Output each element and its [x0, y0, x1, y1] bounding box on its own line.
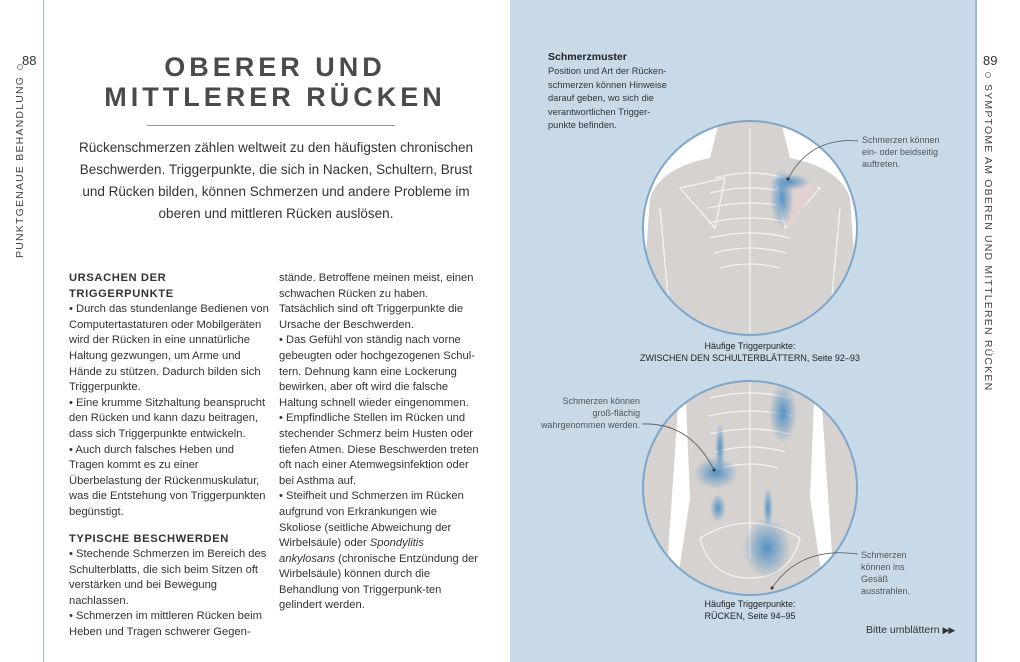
bullet [279, 489, 479, 614]
caption-reference: ZWISCHEN DEN SCHULTERBLÄTTERN, Seite 92–93 [640, 353, 860, 363]
paragraph: stände. Betroffene meinen meist, einen schwachen Rücken zu haben. Tatsächlich sind oft Triggerpunkte die Ursache der Beschwerden. [279, 272, 474, 331]
circle-bullet-icon [985, 72, 991, 78]
circle-bullet-icon [17, 64, 23, 70]
section-heading-symptoms: TYPISCHE BESCHWERDEN [69, 532, 229, 545]
figure1-caption [640, 340, 860, 364]
section-heading-causes: URSACHEN DER TRIGGERPUNKTE [69, 272, 174, 300]
annotation-leader-line [770, 548, 860, 598]
caption-reference: RÜCKEN, Seite 94–95 [704, 611, 796, 621]
figure2-caption [640, 598, 860, 622]
annotation-leader-line [640, 420, 720, 480]
title-divider [147, 125, 395, 126]
bullet-text: • Steifheit und Schmerzen im Rücken aufgrund von Erkrankungen wie Skoliose (seitliche Abweichung der Wirbelsäule) oder [279, 490, 464, 550]
left-margin-rule [43, 0, 44, 662]
title-line-1: OBERER UND [164, 52, 386, 82]
sidebar-title: Schmerzmuster [548, 51, 627, 63]
page-turn-text: Bitte umblättern [866, 624, 940, 636]
page-number-right: 89 [983, 53, 998, 68]
text-column-1 [69, 271, 269, 641]
annotation-radiate-buttocks: Schmerzen können ins Gesäß ausstrahlen. [861, 550, 911, 596]
page-turn-hint[interactable] [866, 624, 954, 636]
section-label-left [14, 58, 26, 258]
caption-label: Häufige Triggerpunkte: [704, 599, 796, 609]
annotation-large-area: Schmerzen können groß-flächig wahrgenommen werden. [540, 396, 640, 430]
section-label-text: PUNKTGENAUE BEHANDLUNG [14, 75, 26, 258]
text-column-2 [279, 271, 479, 614]
right-margin-rule [975, 0, 977, 662]
page-number-left: 88 [22, 53, 37, 68]
bullet: • Auch durch falsches Heben und Tragen kommt es zu einer Überbelastung der Rückenmuskulatur, was die Entstehung von Triggerpunkten begünstigt. [69, 443, 266, 518]
intro-paragraph: Rückenschmerzen zählen weltweit zu den häufigsten chronischen Beschwerden. Triggerpunkte, die sich in Nacken, Schultern, Brust und Rücken bilden, können Schmerzen und andere Probleme im oberen und mittleren Rücken auslösen. [79, 140, 473, 221]
bullet: • Das Gefühl von ständig nach vorne gebeugten oder hochgezogenen Schul-tern. Dehnung kann eine Lockerung bewirken, aber oft wird die falsche Haltung schnell wieder eingenommen. [279, 334, 475, 409]
section-label-right [982, 72, 994, 391]
bullet: • Durch das stundenlange Bedienen von Computertastaturen oder Mobilgeräten wird der Rücken in eine unnatürliche Haltung gezwungen, um Arme und Hände zu stützen. Dadurch bilden sich Triggerpunkte. [69, 303, 269, 394]
double-arrow-right-icon: ▶▶ [942, 625, 955, 635]
title-line-2: MITTLERER RÜCKEN [104, 82, 446, 112]
bullet: • Eine krumme Sitzhaltung beansprucht den Rücken und kann dazu beitragen, dass sich Triggerpunkte entwickeln. [69, 396, 266, 440]
sidebar-body: Position und Art der Rücken-schmerzen können Hinweise darauf geben, wo sich die verantwortlichen Trigger-punkte befinden. [548, 66, 667, 130]
bullet-text: (chronische Entzündung der Wirbelsäule) können durch die Behandlung von Triggerpunk-ten gelindert werden. [279, 552, 479, 612]
bullet: • Empfindliche Stellen im Rücken und stechender Schmerz beim Husten oder tiefen Atmen. Diese Beschwerden treten oft nach einer Atemwegsinfektion oder bei Asthma auf. [279, 412, 479, 487]
caption-label: Häufige Triggerpunkte: [704, 341, 796, 351]
latin-term: Spondylitis ankylosans [279, 537, 424, 565]
annotation-one-or-both-sides: Schmerzen können ein- oder beidseitig auftreten. [862, 135, 940, 169]
section-label-text: SYMPTOME AM OBEREN UND MITTLEREN RÜCKEN [982, 84, 994, 392]
bullet: • Stechende Schmerzen im Bereich des Schulterblatts, die sich beim Sitzen oft verstärken und bei Bewegung nachlassen. [69, 548, 267, 607]
page-title [60, 52, 490, 112]
bullet: • Schmerzen im mittleren Rücken beim Heben und Tragen schwerer Gegen- [69, 610, 262, 639]
annotation-leader-line [780, 135, 860, 185]
